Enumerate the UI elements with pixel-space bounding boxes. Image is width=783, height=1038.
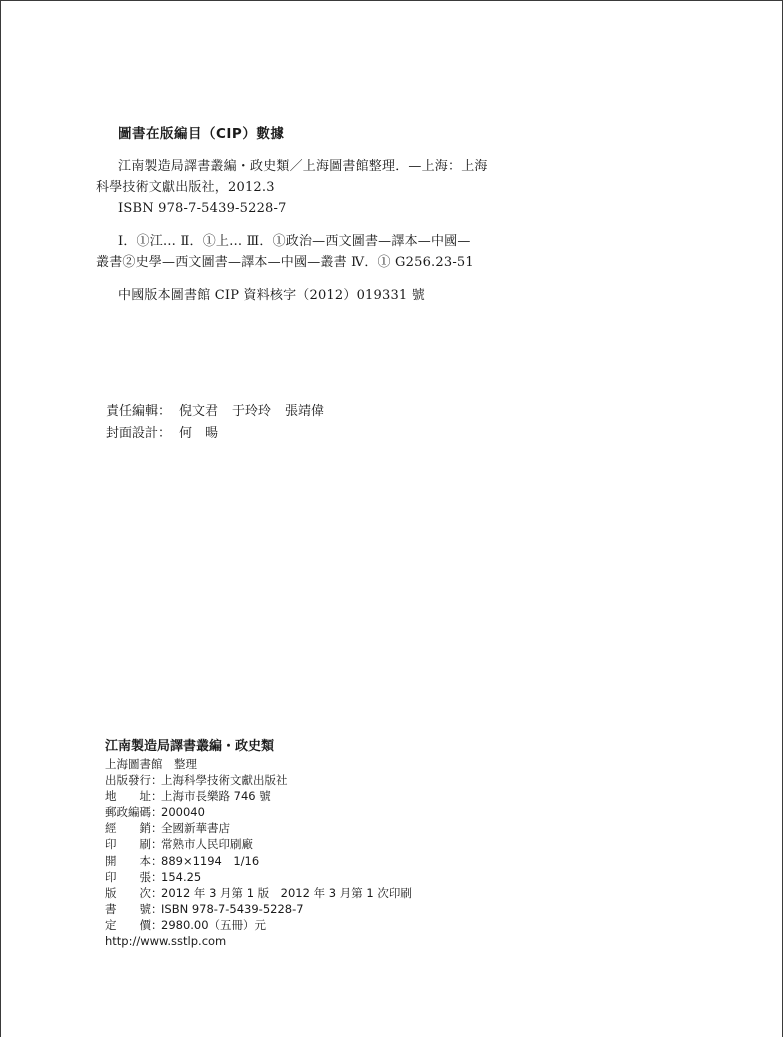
colophon-key: 出版發行： [105,773,163,788]
cip-paragraph [96,285,536,306]
cover-label: 封面設計： [106,426,172,441]
colophon-value: 2012 年 3 月第 1 版 2012 年 3 月第 1 次印刷 [161,885,412,900]
colophon-row [105,820,505,836]
colophon-row [105,917,505,933]
colophon-compiler: 上海圖書館 整理 [105,757,197,771]
cip-body [96,156,536,306]
colophon-key: 版 次： [105,885,163,900]
colophon-row [105,901,505,917]
editor-name: 于玲玲 [232,404,272,419]
cip-line: Ⅰ．①江… Ⅱ．①上… Ⅲ．①政治—西文圖書—譯本—中國— [118,234,471,249]
colophon-rows [105,772,505,933]
editor-label: 責任編輯： [106,404,172,419]
colophon-block [105,738,505,949]
colophon-value: 154.25 [161,869,202,884]
colophon-row [105,885,505,901]
colophon-value: 上海科學技術文獻出版社 [161,773,288,788]
colophon-key: 經 銷： [105,821,163,836]
editor-name: 張靖偉 [285,404,325,419]
cip-paragraph [96,231,536,273]
cip-line: 科學技術文獻出版社，2012.3 [96,180,275,195]
colophon-value: 2980.00（五冊）元 [161,917,267,932]
colophon-row [105,788,505,804]
colophon-title: 江南製造局譯書叢編・政史類 [105,739,275,754]
colophon-key: 開 本： [105,853,163,868]
editors-row [106,401,338,423]
cip-paragraph [96,156,536,219]
publisher-url: http://www.sstlp.com [105,934,227,949]
colophon-key: 印 張： [105,869,163,884]
colophon-row [105,869,505,885]
cover-row [106,423,338,445]
cip-line: 叢書②史學—西文圖書—譯本—中國—叢書 Ⅳ．① G256.23-51 [96,255,474,270]
cover-designer: 何 暘 [179,426,219,441]
colophon-value: 200040 [161,805,205,820]
cip-line: 中國版本圖書館 CIP 資料核字（2012）019331 號 [118,288,425,303]
editor-name: 倪文君 [179,404,219,419]
colophon-key: 書 號： [105,901,163,916]
cip-line: 江南製造局譯書叢編・政史類／上海圖書館整理．—上海：上海 [118,159,488,174]
colophon-value: 889×1194 1/16 [161,853,260,868]
colophon-row [105,836,505,852]
colophon-value: 上海市長樂路 746 號 [161,789,271,804]
credits-block [106,401,338,445]
colophon-value: ISBN 978-7-5439-5228-7 [161,901,304,916]
colophon-value: 全國新華書店 [161,821,230,836]
colophon-row [105,853,505,869]
cip-line: ISBN 978-7-5439-5228-7 [118,201,287,216]
colophon-key: 印 刷： [105,837,163,852]
colophon-key: 地 址： [105,789,163,804]
colophon-row [105,772,505,788]
colophon-key: 定 價： [105,917,163,932]
colophon-row [105,804,505,820]
cip-block [96,122,536,306]
colophon-key: 郵政編碼： [105,805,163,820]
cip-title: 圖書在版編目（CIP）數據 [118,126,285,142]
colophon-value: 常熟市人民印刷廠 [161,837,253,852]
